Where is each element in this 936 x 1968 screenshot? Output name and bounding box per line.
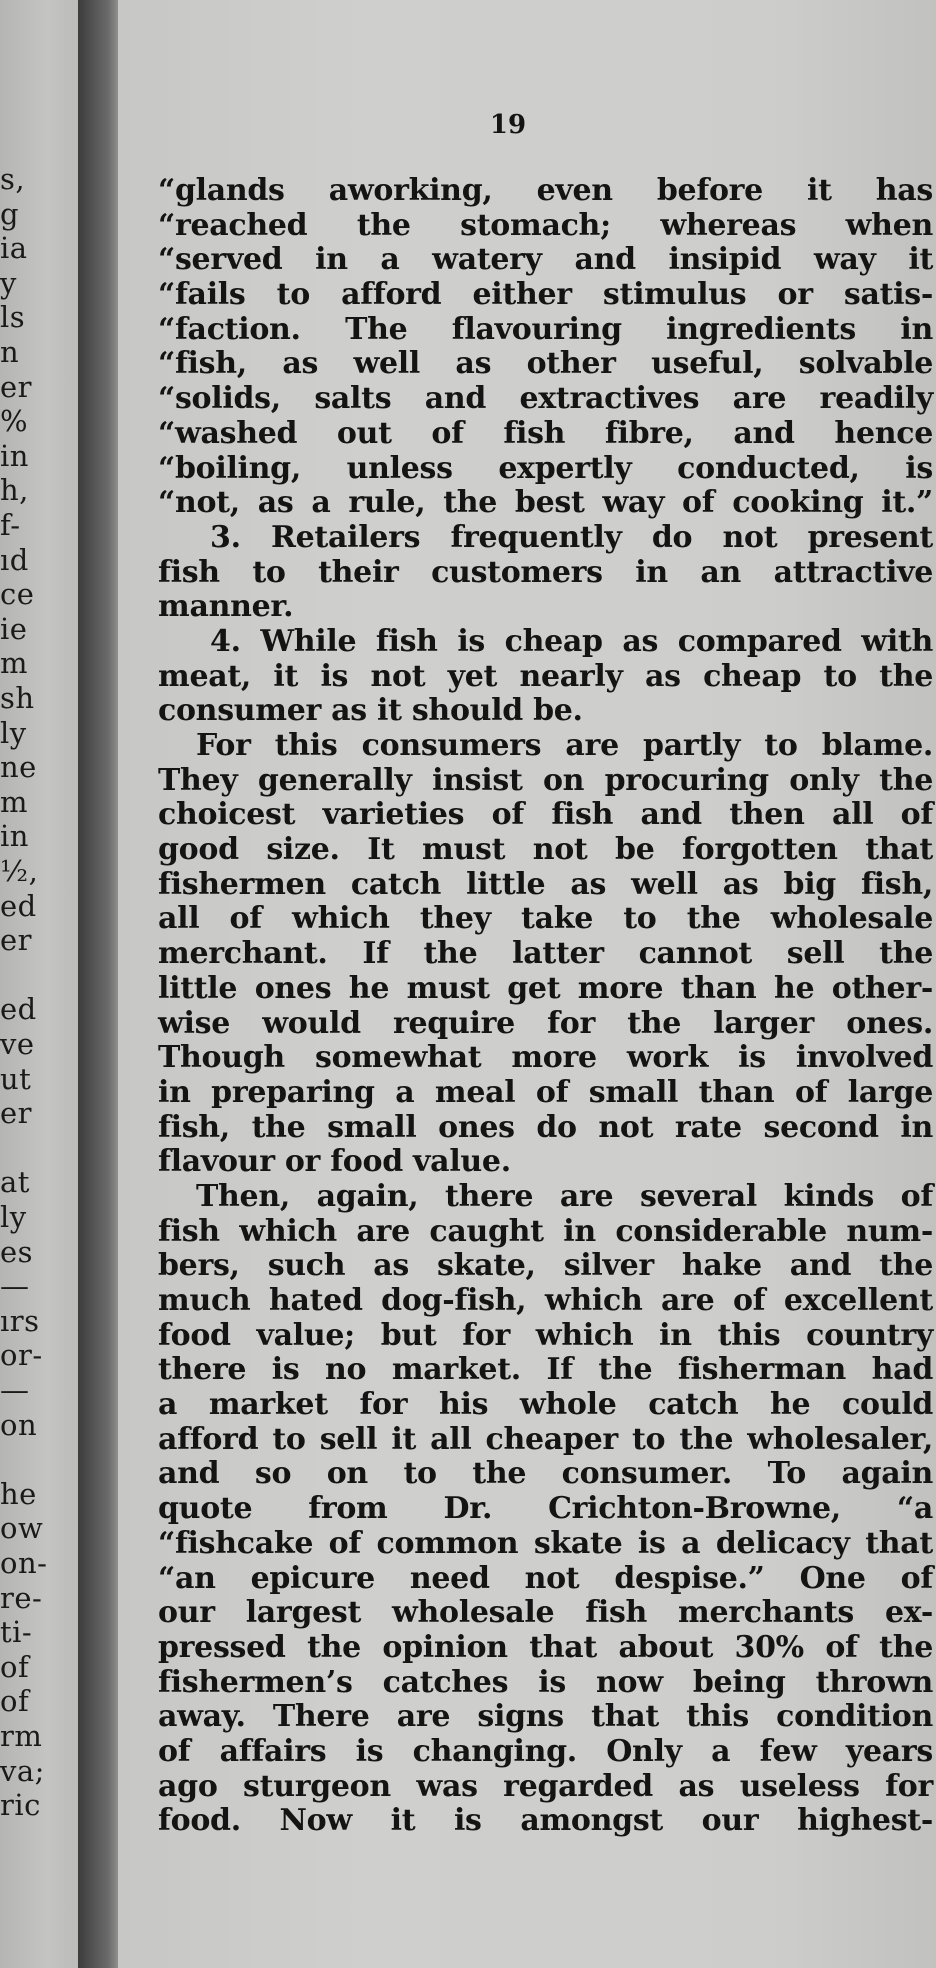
text-line: “fish, as well as other useful, solvable <box>158 346 933 382</box>
text-line: “solids, salts and extractives are readily <box>158 381 933 417</box>
text-line: little ones he must get more than he other- <box>158 970 933 1006</box>
facing-page-text: ırs <box>0 1303 40 1338</box>
text-line: Though somewhat more work is involved <box>158 1040 933 1076</box>
facing-page-text: ow <box>0 1511 44 1546</box>
text-line: much hated dog-fish, which are of excellent <box>158 1283 933 1318</box>
text-line: merchant. If the latter cannot sell the <box>158 936 933 972</box>
book-gutter <box>78 0 118 1968</box>
facing-page-text: or- <box>0 1338 43 1373</box>
facing-page-text: ne <box>0 750 37 785</box>
text-line: “fishcake of common skate is a delicacy that <box>158 1525 933 1561</box>
page-number: 19 <box>489 110 527 140</box>
facing-page-text: ti- <box>0 1615 33 1650</box>
text-line: manner. <box>158 589 294 625</box>
text-line: food value; but for which in this country <box>158 1317 933 1353</box>
text-line: “boiling, unless expertly conducted, is <box>158 450 933 486</box>
facing-page-text: ıd <box>0 542 29 577</box>
facing-page-text: ly <box>0 715 27 750</box>
text-line: “not, as a rule, the best way of cooking it.” <box>158 485 933 521</box>
text-line: there is no market. If the fisherman had <box>158 1352 933 1388</box>
text-line: They generally insist on procuring only the <box>158 762 933 798</box>
facing-page-text: in <box>0 819 29 854</box>
facing-page-text: va; <box>0 1753 45 1788</box>
text-line: choicest varieties of fish and then all of <box>158 797 933 833</box>
facing-page-text: re- <box>0 1580 43 1615</box>
text-line: a market for his whole catch he could <box>158 1387 933 1423</box>
text-line: 3. Retailers frequently do not present <box>210 519 933 555</box>
text-line: “served in a watery and insipid way it <box>158 242 933 278</box>
facing-page-text: at <box>0 1165 30 1200</box>
facing-page-text: — <box>0 1373 30 1407</box>
text-line: pressed the opinion that about 30% of the <box>158 1629 933 1665</box>
text-line: all of which they take to the wholesale <box>158 901 933 937</box>
text-line: “reached the stomach; whereas when <box>158 207 933 243</box>
text-line: flavour or food value. <box>158 1144 511 1180</box>
text-line: bers, such as skate, silver hake and the <box>158 1248 933 1284</box>
text-line: fish which are caught in considerable num- <box>158 1213 933 1249</box>
text-line: our largest wholesale fish merchants ex- <box>158 1595 933 1631</box>
facing-page-text: s, <box>0 162 26 196</box>
facing-page-text: y <box>0 265 17 300</box>
book-page <box>118 0 936 1968</box>
body-text <box>158 174 933 1839</box>
text-line: ago sturgeon was regarded as useless for <box>158 1768 933 1804</box>
text-line: fish, the small ones do not rate second in <box>158 1109 933 1145</box>
facing-page-text: ls <box>0 300 26 335</box>
facing-page-text: on- <box>0 1546 48 1580</box>
text-line: “fails to afford either stimulus or satis- <box>158 277 933 313</box>
text-line: away. There are signs that this condition <box>158 1699 933 1735</box>
facing-page-text: m <box>0 646 28 681</box>
facing-page-text: f- <box>0 508 21 542</box>
facing-page-text: on <box>0 1407 38 1442</box>
facing-page-text: g <box>0 196 20 231</box>
text-line: “an epicure need not despise.” One of <box>158 1560 933 1596</box>
facing-page-text: % <box>0 404 29 439</box>
facing-page-text: rm <box>0 1719 43 1753</box>
facing-page-text: of <box>0 1684 30 1719</box>
facing-page-text: sh <box>0 681 35 715</box>
text-line: meat, it is not yet nearly as cheap to the <box>158 658 933 694</box>
facing-page-text: ed <box>0 888 37 923</box>
text-line: “washed out of fish fibre, and hence <box>158 415 933 451</box>
text-line: in preparing a meal of small than of large <box>158 1074 933 1110</box>
facing-page-text: ce <box>0 577 35 612</box>
facing-page-text: er <box>0 369 33 404</box>
text-line: quote from Dr. Crichton-Browne, “a <box>158 1491 933 1527</box>
text-line: consumer as it should be. <box>158 693 583 729</box>
facing-page-fragment <box>0 0 78 1968</box>
facing-page-text: he <box>0 1476 37 1511</box>
text-line: fishermen’s catches is now being thrown <box>158 1664 933 1700</box>
text-line: afford to sell it all cheaper to the wholesaler, <box>158 1421 933 1457</box>
facing-page-text: — <box>0 1269 30 1304</box>
facing-page-text: es <box>0 1234 34 1269</box>
text-line: “faction. The flavouring ingredients in <box>158 311 933 347</box>
text-line: “glands aworking, even before it has <box>158 173 933 208</box>
text-line: food. Now it is amongst our highest- <box>158 1803 933 1839</box>
facing-page-text: ve <box>0 1027 35 1061</box>
facing-page-text: of <box>0 1649 30 1684</box>
facing-page-text: m <box>0 784 28 819</box>
facing-page-text: er <box>0 1096 33 1131</box>
facing-page-text: ia <box>0 231 28 266</box>
facing-page-text: in <box>0 438 29 473</box>
text-line: of affairs is changing. Only a few years <box>158 1733 933 1769</box>
text-line: For this consumers are partly to blame. <box>196 728 933 763</box>
text-line: wise would require for the larger ones. <box>158 1005 933 1041</box>
text-line: fish to their customers in an attractive <box>158 554 933 590</box>
facing-page-text: ed <box>0 992 37 1027</box>
facing-page-text: ut <box>0 1061 32 1096</box>
facing-page-text: ½, <box>0 854 39 888</box>
text-line: good size. It must not be forgotten that <box>158 832 933 868</box>
facing-page-text: ric <box>0 1788 41 1823</box>
facing-page-text: er <box>0 923 33 958</box>
facing-page-text: ie <box>0 611 28 646</box>
facing-page-text: h, <box>0 473 29 508</box>
text-line: and so on to the consumer. To again <box>158 1456 933 1492</box>
text-line: 4. While fish is cheap as compared with <box>210 623 933 659</box>
facing-page-text: ly <box>0 1200 27 1234</box>
text-line: Then, again, there are several kinds of <box>196 1178 933 1214</box>
text-line: fishermen catch little as well as big fish, <box>158 866 933 902</box>
facing-page-text: n <box>0 335 20 369</box>
